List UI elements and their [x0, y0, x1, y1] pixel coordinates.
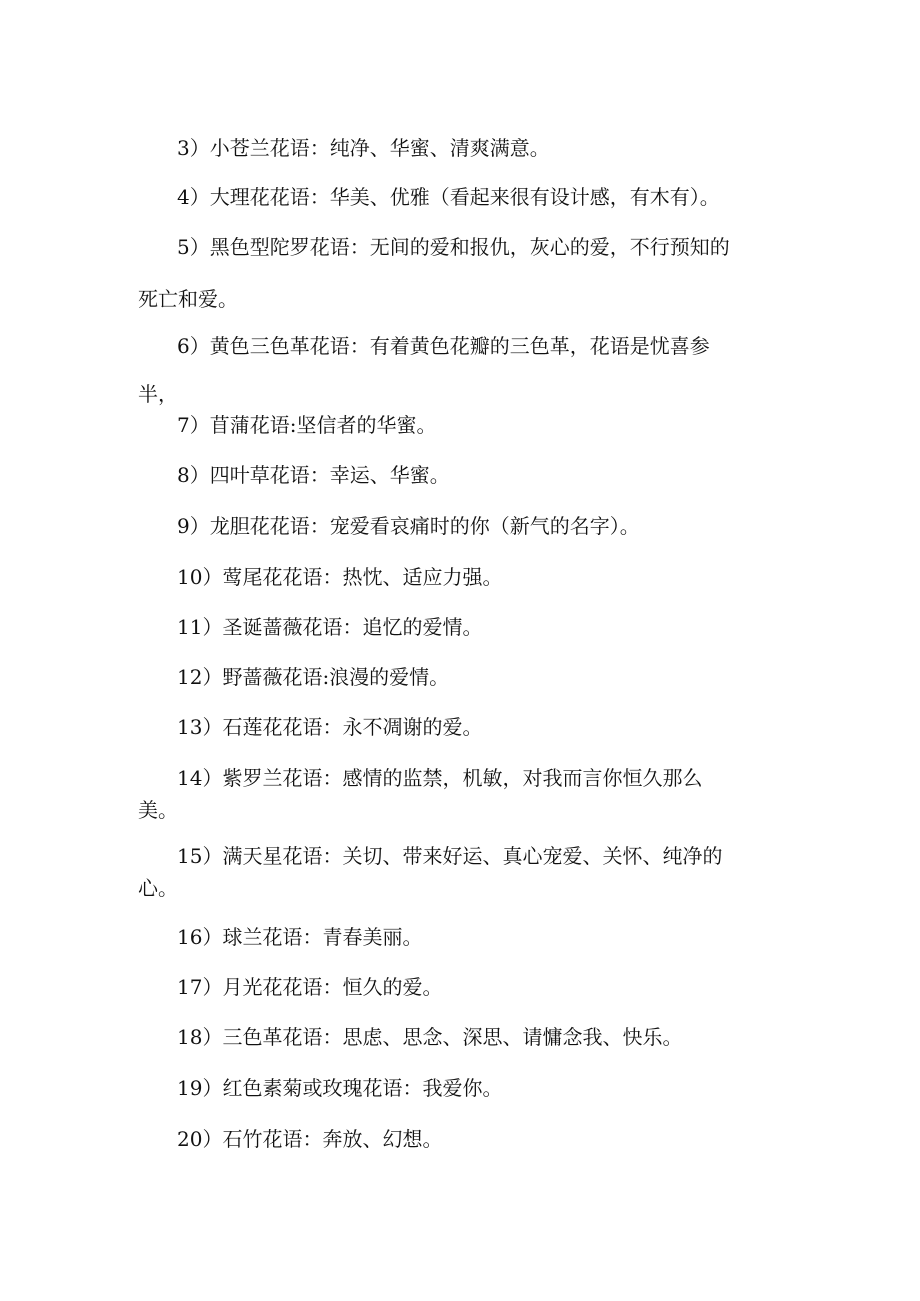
- list-item: [138, 768, 788, 820]
- item-line: 15）满天星花语：关切、带来好运、真心宠爱、关怀、纯净的: [177, 844, 723, 868]
- list-item: [138, 187, 788, 207]
- list-item: [138, 237, 788, 309]
- list-item: [138, 846, 788, 898]
- item-line-continued: 美。: [138, 798, 178, 822]
- item-line: 3）小苍兰花语：纯净、华蜜、清爽满意。: [177, 136, 550, 160]
- item-line: 11）圣诞蔷薇花语：追忆的爱情。: [177, 615, 483, 639]
- list-item: [138, 465, 788, 485]
- item-line: 19）红色素菊或玫瑰花语：我爱你。: [177, 1076, 503, 1100]
- list-item: [138, 336, 788, 404]
- item-line: 12）野蔷薇花语:浪漫的爱情。: [177, 665, 450, 689]
- list-item: [138, 415, 788, 435]
- item-line: 4）大理花花语：华美、优雅（看起来很有设计感，有木有）。: [177, 185, 720, 209]
- item-line: 7）苜蒲花语:坚信者的华蜜。: [177, 413, 437, 437]
- item-line: 8）四叶草花语：幸运、华蜜。: [177, 463, 450, 487]
- item-line: 9）龙胆花花语：宠爱看哀痛时的你（新气的名字）。: [177, 514, 640, 538]
- item-line: 14）紫罗兰花语：感情的监禁，机敏，对我而言你恒久那么: [177, 766, 703, 790]
- list-item: [138, 567, 788, 587]
- list-item: [138, 1027, 788, 1047]
- list-item: [138, 1078, 788, 1098]
- item-line: 20）石竹花语：奔放、幻想。: [177, 1127, 443, 1151]
- item-line: 5）黑色型陀罗花语：无间的爱和报仇，灰心的爱，不行预知的: [177, 235, 730, 259]
- list-item: [138, 717, 788, 737]
- item-line: 6）黄色三色革花语：有着黄色花瓣的三色革，花语是忧喜参: [177, 334, 710, 358]
- list-item: [138, 1129, 788, 1149]
- list-item: [138, 667, 788, 687]
- item-line: 18）三色革花语：思虑、思念、深思、请慵念我、快乐。: [177, 1025, 683, 1049]
- item-line: 17）月光花花语：恒久的爱。: [177, 975, 443, 999]
- item-line-continued: 死亡和爱。: [138, 287, 238, 311]
- item-line: 10）莺尾花花语：热忱、适应力强。: [177, 565, 503, 589]
- item-line-continued: 心。: [138, 876, 178, 900]
- list-item: [138, 977, 788, 997]
- list-item: [138, 516, 788, 536]
- list-item: [138, 617, 788, 637]
- item-line: 13）石莲花花语：永不凋谢的爱。: [177, 715, 483, 739]
- item-line: 16）球兰花语：青春美丽。: [177, 925, 423, 949]
- list-item: [138, 138, 788, 158]
- item-line-continued: 半，: [138, 382, 178, 406]
- list-item: [138, 927, 788, 947]
